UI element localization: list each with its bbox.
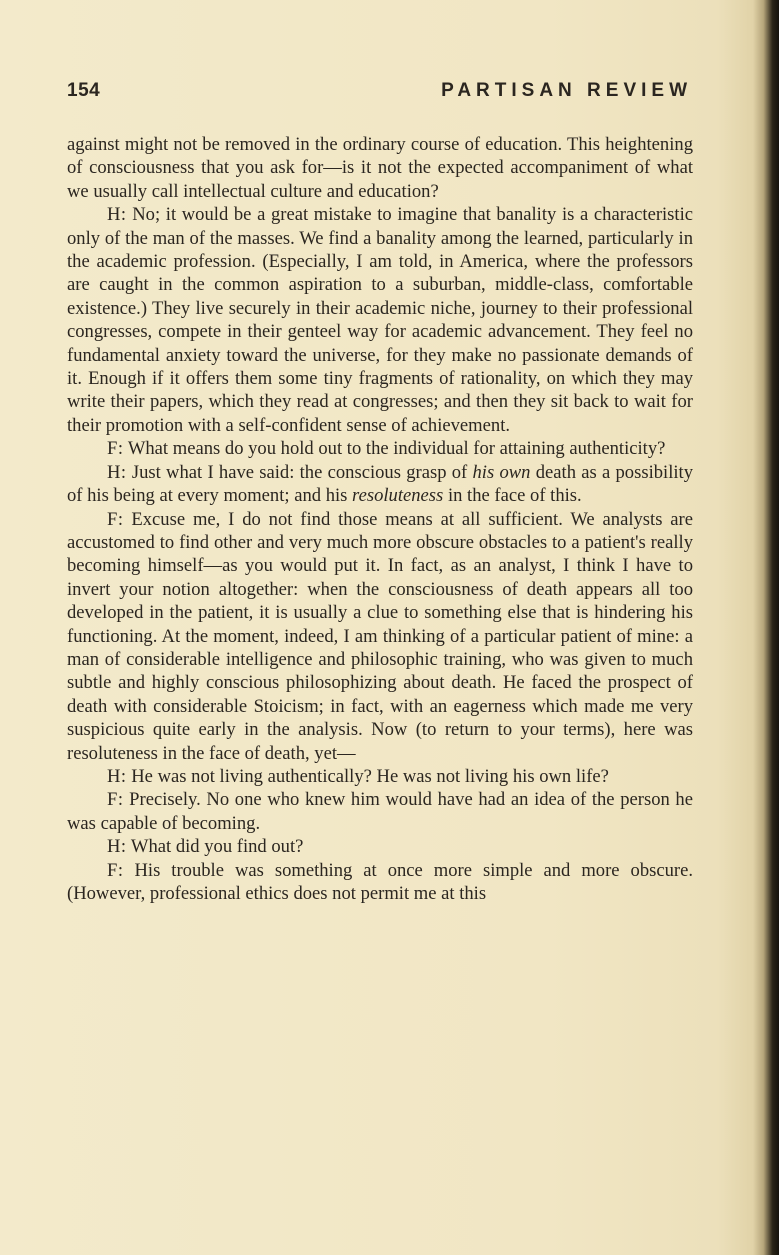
speaker-label: H: bbox=[107, 836, 127, 858]
page-header bbox=[67, 80, 692, 112]
paragraph-text: Precisely. No one who knew him would have had an idea of the person he was capable of becoming. bbox=[67, 789, 693, 834]
paragraph-text: death as a possibility of his being at every moment; and his bbox=[67, 461, 694, 507]
paragraph-text: Just what I have said: the conscious grasp of bbox=[131, 461, 473, 483]
speaker-label: F: bbox=[107, 789, 124, 811]
book-spine-shadow bbox=[753, 0, 779, 1255]
paragraph bbox=[67, 203, 693, 437]
body-text bbox=[67, 133, 693, 905]
page-number: 154 bbox=[67, 80, 101, 101]
paragraph bbox=[67, 859, 693, 906]
speaker-label: H: bbox=[107, 461, 127, 483]
paragraph bbox=[67, 765, 693, 788]
emphasis-text: his own bbox=[472, 461, 531, 483]
speaker-label: F: bbox=[107, 438, 124, 460]
paragraph bbox=[67, 788, 693, 835]
speaker-label: F: bbox=[107, 859, 124, 881]
paragraph bbox=[67, 133, 693, 203]
paragraph-text: What means do you hold out to the individual for attaining authenticity? bbox=[127, 438, 666, 460]
emphasis-text: resoluteness bbox=[352, 485, 444, 507]
paragraph bbox=[67, 508, 693, 765]
paragraph-text: No; it would be a great mistake to imagine that banality is a characteristic only of the man of the masses. We find a banality among the learned, particularly in the academic profession. (Especially, I am told, in America, where the professors are caught in the common aspiration to a suburban, middle-class, comfortable existence.) They live securely in their academic niche, journey to their professional congresses, compete in their genteel way for academic advancement. They feel no fundamental anxiety toward the universe, for they make no passionate demands of it. Enough if it offers them some tiny fragments of rationality, on which they may write their papers, which they read at congresses; and then they sit back to wait for their promotion with a self-confident sense of achievement. bbox=[67, 204, 693, 436]
paragraph-text: Excuse me, I do not find those means at all sufficient. We analysts are accustomed to find other and very much more obscure obstacles to a patient's really becoming himself—as you would put it. In fact, as an analyst, I think I have to invert your notion altogether: when the consciousness of death appears all too developed in the patient, it is usually a clue to something else that is hindering his functioning. At the moment, indeed, I am thinking of a particular patient of mine: a man of considerable intelligence and philosophic training, who was given to much subtle and highly conscious philosophizing about death. He faced the prospect of death with considerable Stoicism; in fact, with an eagerness which made me very suspicious quite early in the analysis. Now (to return to your terms), here was resoluteness in the face of death, yet— bbox=[67, 508, 694, 764]
paragraph bbox=[67, 461, 693, 508]
speaker-label: H: bbox=[107, 204, 127, 226]
paragraph-text: against might not be removed in the ordinary course of education. This heightening of consciousness that you ask for—is it not the expected accompaniment of what we usually call intellectual culture and education? bbox=[67, 134, 693, 202]
running-head: PARTISAN REVIEW bbox=[441, 80, 692, 101]
paragraph-text: What did you find out? bbox=[130, 836, 304, 858]
paragraph-text: His trouble was something at once more simple and more obscure. (However, professional ethics does not permit me at this bbox=[67, 859, 693, 904]
speaker-label: F: bbox=[107, 508, 124, 530]
paragraph-text: He was not living authentically? He was not living his own life? bbox=[131, 765, 609, 787]
paragraph bbox=[67, 835, 693, 858]
speaker-label: H: bbox=[107, 765, 127, 787]
paragraph bbox=[67, 437, 693, 460]
paragraph-text: in the face of this. bbox=[443, 485, 582, 507]
